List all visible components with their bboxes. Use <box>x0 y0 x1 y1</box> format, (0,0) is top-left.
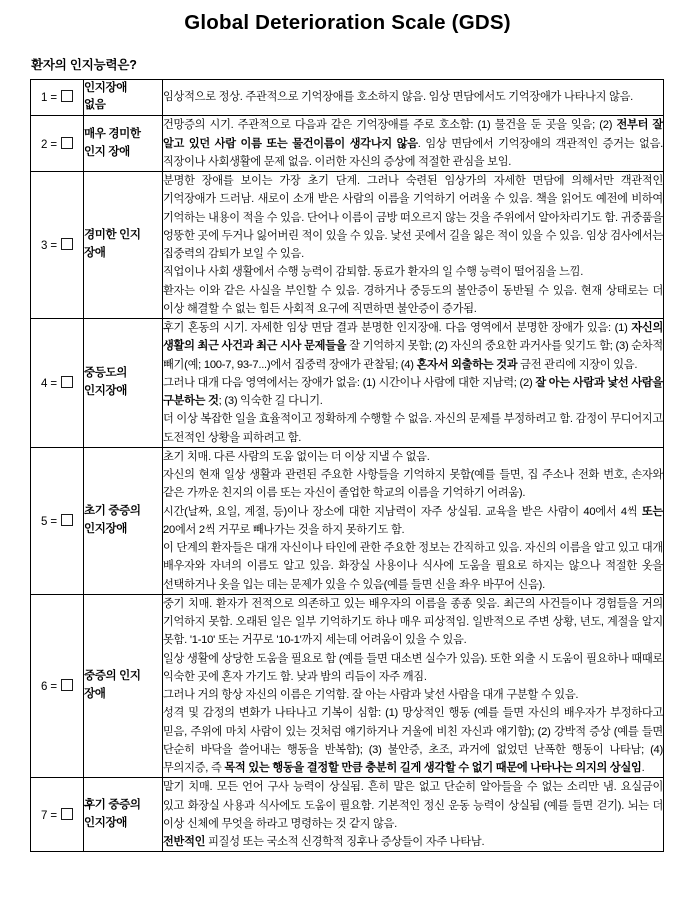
body-text: 그러나 대개 다음 영역에서는 장애가 없음: (1) 시간이나 사람에 대한 지남력; (2) <box>163 376 536 389</box>
table-row <box>31 116 664 172</box>
emphasis-text: 또는 <box>641 505 663 518</box>
gds-stage-description <box>163 447 664 594</box>
gds-level-4-checkbox-cell[interactable] <box>31 319 84 448</box>
gds-stage-name-line: 중등도의 <box>84 367 128 380</box>
body-text: 그러나 거의 항상 자신의 이름은 기억함. 잘 아는 사람과 낯선 사람을 대개 구분할 수 있음. <box>163 689 579 701</box>
gds-level-number: 3 <box>40 240 48 252</box>
gds-stage-name <box>84 172 163 319</box>
form-question-label: 환자의 인지능력은? <box>31 57 137 72</box>
gds-stage-description <box>163 778 664 852</box>
body-text: 금전 관리에 지장이 있음. <box>517 358 638 371</box>
equals-sign: = <box>50 92 58 105</box>
gds-level-3-checkbox-cell[interactable] <box>31 172 84 319</box>
gds-level-5-checkbox-cell[interactable] <box>31 447 84 594</box>
checkbox-empty-icon[interactable] <box>61 238 73 250</box>
description-paragraph <box>163 650 663 687</box>
gds-level-1-checkbox-cell[interactable] <box>31 79 84 116</box>
gds-page <box>0 10 695 862</box>
description-paragraph <box>163 595 663 650</box>
checkbox-empty-icon[interactable] <box>61 514 73 526</box>
gds-stage-description <box>163 116 664 172</box>
gds-stage-name <box>84 116 163 172</box>
description-paragraph <box>163 88 663 106</box>
body-text: 중기 치매. 환자가 전적으로 의존하고 있는 배우자의 이름을 종종 잊음. 최근의 사건들이나 경험들을 거의 기억하지 못함. 오래된 일은 일부 기억하기도 하나 매우 피상적임. 일반적으로 주변 상황, 년도, 계절을 알지 못함. '1-10' 또는 거꾸로 '10-1'까지 세는데 어려움이 있을 수 있음. <box>163 597 663 647</box>
gds-level-7-checkbox-cell[interactable] <box>31 778 84 852</box>
description-paragraph <box>163 686 663 704</box>
description-paragraph <box>163 410 663 447</box>
body-text: 임상적으로 정상. 주관적으로 기억장애를 호소하지 않음. 임상 면담에서도 기억장애가 나타나지 않음. <box>163 91 634 104</box>
checkbox-empty-icon[interactable] <box>61 376 73 388</box>
body-text: 말기 치매. 모든 언어 구사 능력이 상실됨. 흔히 말은 없고 단순히 알아들을 수 없는 소리만 냄. 요실금이 있고 화장실 사용과 식사에도 도움이 필요함. 기본적인 정신 운동 능력이 상실됨 (예를 들면 걷기). 뇌는 더 이상 신체에 무엇을 하라고 명령하는 것 같지 않음. <box>163 781 663 830</box>
gds-stage-name-line: 인지 장애 <box>84 145 130 158</box>
page-title: Global Deterioration Scale (GDS) <box>184 11 511 34</box>
emphasis-text: 목적 있는 행동을 결정할 만큼 충분히 길게 생각할 수 없기 때문에 나타나는 의지의 상실임 <box>224 762 642 774</box>
body-text: ; (3) 익숙한 길 다니기. <box>218 395 323 407</box>
description-paragraph <box>163 539 663 594</box>
equals-sign: = <box>50 809 58 822</box>
description-paragraph <box>163 282 663 319</box>
body-text: 환자는 이와 같은 사실을 부인할 수 있음. 경하거나 중등도의 불안증이 동반될 수 있음. 현재 상태로는 더 이상 해결할 수 없는 힘든 사회적 요구에 직면하면 불안증이 증가됨. <box>163 284 663 315</box>
body-text: 분명한 장애를 보이는 가장 초기 단계. 그러나 숙련된 임상가의 자세한 면담에 의해서만 객관적인 기억장애가 드러남. 새로이 소개 받은 사람의 이름을 기억하기 어려울 수 있음. 책을 읽어도 예전에 비하여 기억하는 내용이 적을 수 있음. 단어나 이름이 금방 떠오르지 않는 것을 주위에서 알아차리기도 함. 귀중품을 엉뚱한 곳에 두거나 잃어버린 적이 있을 수 있음. 낯선 곳에서 길을 잃은 적이 있을 수 있음. 임상 검사에서는 집중력의 감퇴가 보일 수 있음. <box>163 175 663 260</box>
description-paragraph <box>163 778 663 833</box>
description-paragraph <box>163 448 663 466</box>
gds-level-number: 1 <box>40 92 48 105</box>
body-text: 초기 치매. 다른 사람의 도움 없이는 더 이상 지낼 수 없음. <box>163 450 430 463</box>
description-paragraph <box>163 319 663 374</box>
body-text: 건망증의 시기. 주관적으로 다음과 같은 기억장애를 주로 호소함: (1) 물건을 둔 곳을 잊음; (2) <box>163 119 617 132</box>
body-text: 시간(날짜, 요일, 계절, 등)이나 장소에 대한 지남력이 자주 상실됨. 교육을 받은 사람이 40에서 4씩 <box>163 505 642 518</box>
gds-level-2-checkbox-cell[interactable] <box>31 116 84 172</box>
body-text: 직업이나 사회 생활에서 수행 능력이 감퇴함. 동료가 환자의 일 수행 능력이 떨어짐을 느낌. <box>163 266 584 279</box>
checkbox-empty-icon[interactable] <box>61 679 73 691</box>
gds-stage-name-line: 인지장애 <box>84 522 128 535</box>
gds-stage-description <box>163 319 664 448</box>
table-row <box>31 79 664 116</box>
body-text: . <box>641 762 645 774</box>
gds-stage-name-line: 장애 <box>84 688 106 700</box>
gds-stage-name-line: 인지장애 <box>84 384 128 397</box>
gds-stage-name-line: 매우 경미한 <box>84 127 141 140</box>
gds-level-number: 7 <box>40 809 48 822</box>
body-text: 잘 기억하지 못함; (2) 자신의 중요한 과거사를 잊기도 함; (3) 순차적 빼기(예; 100-7, 93-7...)에서 집중력 장애가 관찰됨; (4) <box>163 340 663 371</box>
gds-stage-name-line: 경미한 인지 <box>84 229 141 242</box>
emphasis-text: 자신의 생활의 최근 사건과 최근 시사 문제들을 <box>163 322 663 353</box>
description-paragraph <box>163 704 663 777</box>
table-row <box>31 447 664 594</box>
gds-stage-name-line: 중증의 인지 <box>84 670 141 683</box>
gds-stage-name-line: 후기 중증의 <box>84 798 141 811</box>
body-text: 20에서 2씩 거꾸로 빼나가는 것을 하지 못하기도 함. <box>163 523 405 536</box>
gds-stage-name <box>84 319 163 448</box>
table-row <box>31 594 664 778</box>
table-row <box>31 172 664 319</box>
body-text: 피질성 또는 국소적 신경학적 징후나 증상들이 자주 나타남. <box>205 836 485 848</box>
gds-stage-name <box>84 447 163 594</box>
checkbox-empty-icon[interactable] <box>61 137 73 149</box>
body-text: 자신의 현재 일상 생활과 관련된 주요한 사항들을 기억하지 못함(예를 들면, 집 주소나 전화 번호, 손자와 같은 가까운 친지의 이름 또는 자신이 졸업한 학교의 이름을 기억하기 어려움). <box>163 469 663 500</box>
body-text: 이 단계의 환자들은 대개 자신이나 타인에 관한 주요한 정보는 간직하고 있음. 자신의 이름을 알고 있고 대개 배우자와 자녀의 이름도 알고 있음. 화장실 사용이나 식사에 도움을 필요로 하지는 않으나 적절한 옷을 선택하거나 옷을 입는 데는 문제가 있을 수 있음(예를 들면 신을 좌우 바꾸어 신음). <box>163 542 663 591</box>
gds-level-6-checkbox-cell[interactable] <box>31 594 84 778</box>
emphasis-text: 전부터 잘 알고 있던 사람 이름 또는 물건이름이 생각나지 않음 <box>163 119 663 150</box>
table-row <box>31 778 664 852</box>
description-paragraph <box>163 172 663 263</box>
body-text: . 임상 면담에서 기억장애의 객관적인 증거는 없음. 직장이나 사회생활에 문제 없음. 이러한 자신의 증상에 적절한 관심을 보임. <box>163 137 663 168</box>
gds-stage-description <box>163 79 664 116</box>
equals-sign: = <box>50 138 58 151</box>
body-text: 성격 및 감정의 변화가 나타나고 기복이 심함: (1) 망상적인 행동 (예를 들면 자신의 배우자가 부정하다고 믿음, 주위에 마치 사람이 있는 것처럼 얘기하거나 거울에 비친 자신과 얘기함); (2) 강박적 증상 (예를 들면 단순히 바닥을 쓸어내는 행동을 반복함); (3) 불안증, 초조, 과거에 없었던 난폭한 행동이 나타남; (4) 무의지증, 즉 <box>163 707 663 774</box>
checkbox-empty-icon[interactable] <box>61 90 73 102</box>
gds-level-number: 2 <box>40 138 48 151</box>
gds-table-body <box>31 79 664 852</box>
gds-stage-name-line: 인지장애 <box>84 81 128 94</box>
description-paragraph <box>163 374 663 411</box>
gds-stage-name <box>84 778 163 852</box>
gds-level-number: 6 <box>40 681 48 693</box>
body-text: 일상 생활에 상당한 도움을 필요로 함 (예를 들면 대소변 실수가 있음). 또한 외출 시 도움이 필요하나 때때로 익숙한 곳에 혼자 가기도 함. 낮과 밤의 리듬이 자주 깨짐. <box>163 652 663 683</box>
equals-sign: = <box>50 515 58 528</box>
description-paragraph <box>163 116 663 171</box>
description-paragraph <box>163 263 663 281</box>
description-paragraph <box>163 833 663 851</box>
gds-stage-description <box>163 172 664 319</box>
gds-stage-name <box>84 594 163 778</box>
equals-sign: = <box>50 240 58 252</box>
body-text: 더 이상 복잡한 일을 효율적이고 정확하게 수행할 수 없음. 자신의 문제를 부정하려고 함. 감정이 무디어지고 도전적인 상황을 피하려고 함. <box>163 413 663 444</box>
gds-stage-description <box>163 594 664 778</box>
gds-stage-name-line: 초기 중증의 <box>84 504 141 517</box>
table-row <box>31 319 664 448</box>
emphasis-text: 혼자서 외출하는 것과 <box>416 358 518 371</box>
equals-sign: = <box>50 681 58 693</box>
gds-stage-name <box>84 79 163 116</box>
gds-stage-name-line: 없음 <box>84 99 106 112</box>
gds-level-number: 4 <box>40 377 48 390</box>
checkbox-empty-icon[interactable] <box>61 808 73 820</box>
gds-stage-name-line: 인지장애 <box>84 816 128 829</box>
gds-table <box>30 79 664 853</box>
gds-stage-name-line: 장애 <box>84 247 106 259</box>
description-paragraph <box>163 466 663 503</box>
emphasis-text: 전반적인 <box>163 836 206 848</box>
gds-level-number: 5 <box>40 515 48 528</box>
equals-sign: = <box>50 377 58 390</box>
emphasis-text: 잘 아는 사람과 낯선 사람을 구분하는 것 <box>163 376 663 407</box>
description-paragraph <box>163 503 663 540</box>
body-text: 후기 혼동의 시기. 자세한 임상 면담 결과 분명한 인지장애. 다음 영역에서 분명한 장애가 있음: (1) <box>163 322 632 334</box>
